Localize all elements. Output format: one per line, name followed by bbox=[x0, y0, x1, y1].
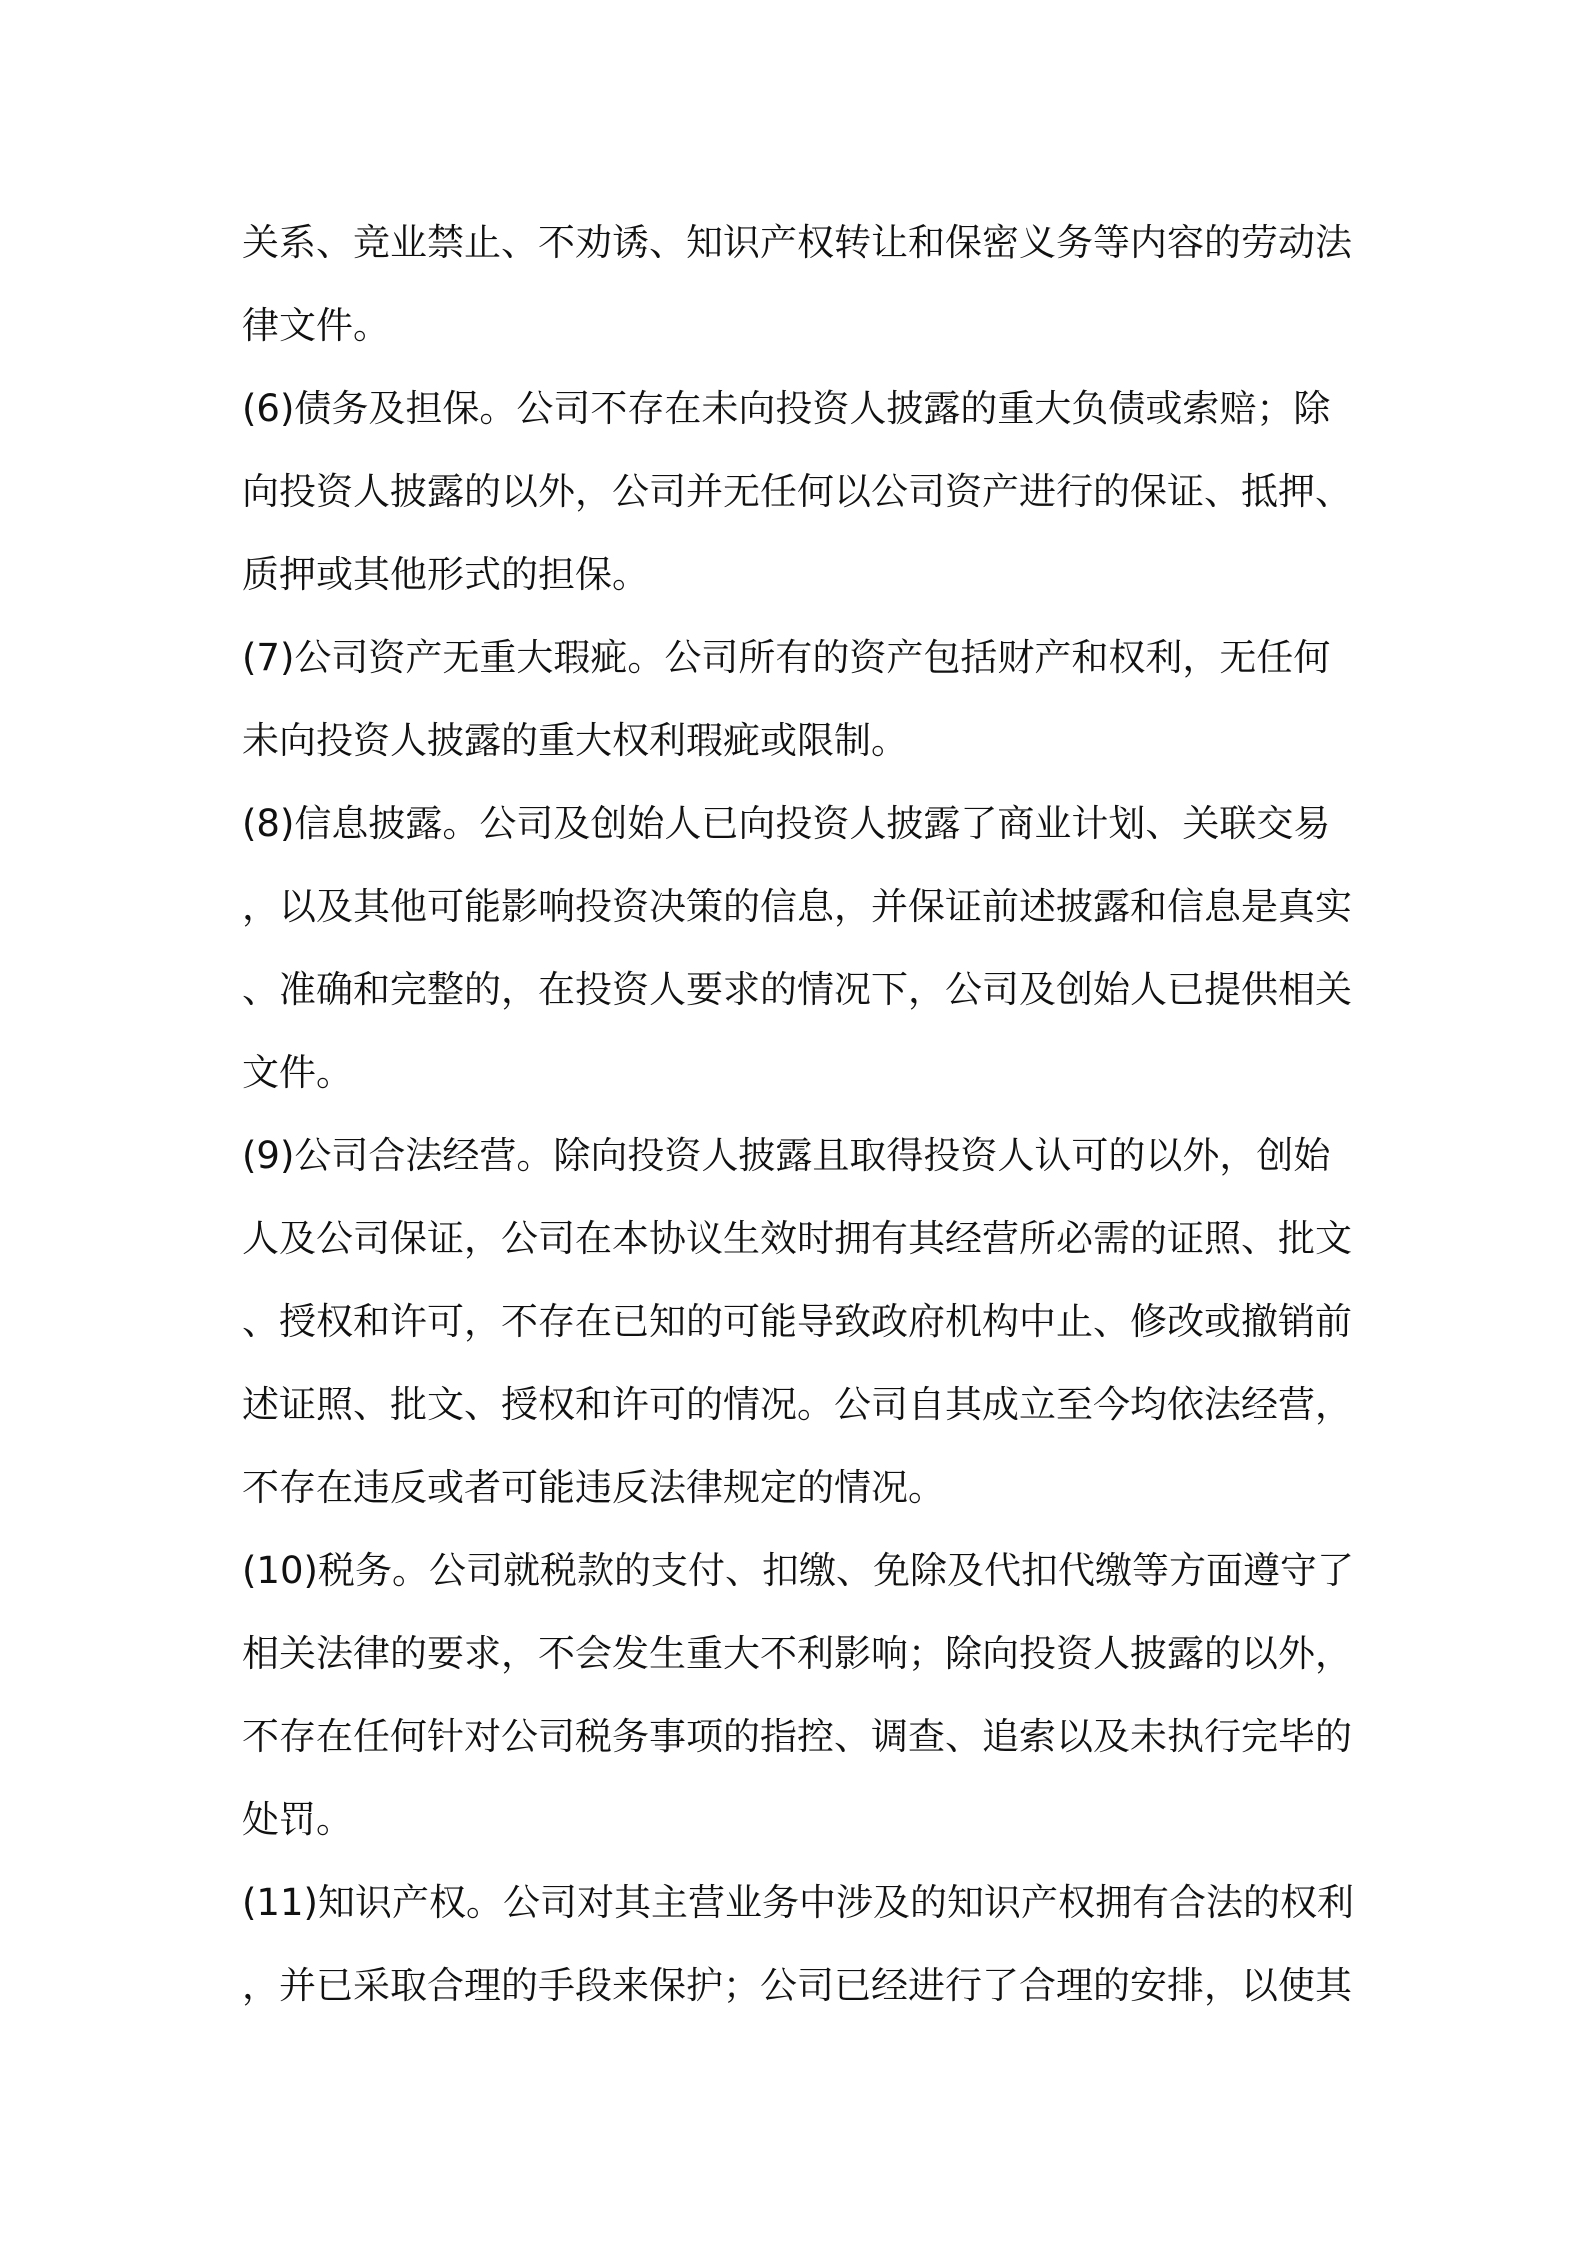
text-line: (9)公司合法经营。除向投资人披露且取得投资人认可的以外，创始 bbox=[242, 1134, 1331, 1177]
text-line: (8)信息披露。公司及创始人已向投资人披露了商业计划、关联交易 bbox=[242, 802, 1331, 845]
text-line: (10)税务。公司就税款的支付、扣缴、免除及代扣代缴等方面遵守了 bbox=[242, 1549, 1354, 1592]
text-line: 未向投资人披露的重大权利瑕疵或限制。 bbox=[242, 719, 908, 762]
text-line: 向投资人披露的以外，公司并无任何以公司资产进行的保证、抵押、 bbox=[242, 470, 1352, 513]
text-line: (6)债务及担保。公司不存在未向投资人披露的重大负债或索赔；除 bbox=[242, 387, 1331, 430]
text-line: ，以及其他可能影响投资决策的信息，并保证前述披露和信息是真实 bbox=[242, 885, 1352, 928]
text-line: 不存在违反或者可能违反法律规定的情况。 bbox=[242, 1466, 945, 1509]
document-body bbox=[242, 201, 1362, 2027]
text-line: 不存在任何针对公司税务事项的指控、调查、追索以及未执行完毕的 bbox=[242, 1715, 1352, 1758]
text-line: 文件。 bbox=[242, 1051, 353, 1094]
text-line: 处罚。 bbox=[242, 1798, 353, 1841]
text-line: (7)公司资产无重大瑕疵。公司所有的资产包括财产和权利，无任何 bbox=[242, 636, 1331, 679]
text-line: 律文件。 bbox=[242, 304, 390, 347]
text-line: 相关法律的要求，不会发生重大不利影响；除向投资人披露的以外， bbox=[242, 1632, 1352, 1675]
text-line: 、授权和许可，不存在已知的可能导致政府机构中止、修改或撤销前 bbox=[242, 1300, 1352, 1343]
text-line: 、准确和完整的，在投资人要求的情况下，公司及创始人已提供相关 bbox=[242, 968, 1352, 1011]
text-line: 人及公司保证，公司在本协议生效时拥有其经营所必需的证照、批文 bbox=[242, 1217, 1352, 1260]
text-line: (11)知识产权。公司对其主营业务中涉及的知识产权拥有合法的权利 bbox=[242, 1881, 1354, 1924]
text-line: ，并已采取合理的手段来保护；公司已经进行了合理的安排，以使其 bbox=[242, 1964, 1352, 2007]
text-line: 述证照、批文、授权和许可的情况。公司自其成立至今均依法经营， bbox=[242, 1383, 1352, 1426]
text-line: 质押或其他形式的担保。 bbox=[242, 553, 649, 596]
text-line: 关系、竞业禁止、不劝诱、知识产权转让和保密义务等内容的劳动法 bbox=[242, 221, 1352, 264]
